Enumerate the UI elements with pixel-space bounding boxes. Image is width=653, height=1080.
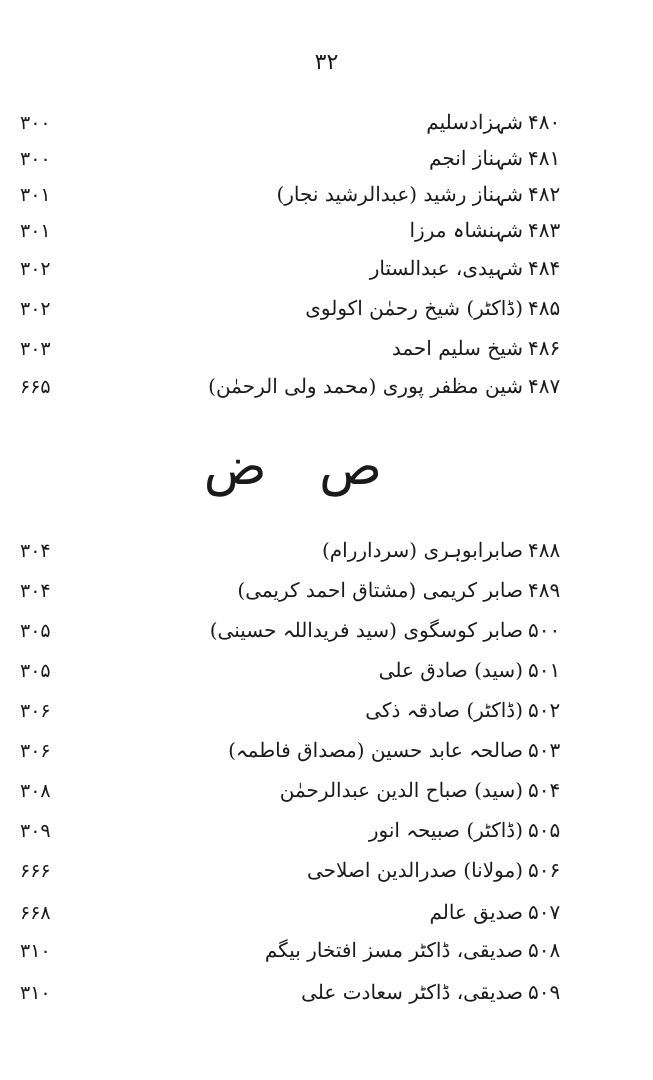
entry-title: (سید) صباح الدین عبدالرحمٰن xyxy=(279,778,523,802)
entry-page-ref: ۶۶۸ xyxy=(20,902,51,924)
section-letters xyxy=(200,432,400,502)
entry-page-ref: ۳۱۰ xyxy=(20,940,51,962)
entry-title: شہنشاہ مرزا xyxy=(409,218,523,242)
entry-title: شہناز رشید (عبدالرشید نجار) xyxy=(276,182,523,206)
entry-title: صدیقی، ڈاکٹر مسز افتخار بیگم xyxy=(264,938,523,962)
index-entry xyxy=(0,176,653,216)
entry-page-ref: ۳۰۶ xyxy=(20,740,51,762)
entry-number: ۵۰۲ xyxy=(528,698,561,722)
entry-title: (مولانا) صدرالدین اصلاحی xyxy=(306,858,523,882)
index-entry xyxy=(0,772,653,812)
entry-number: ۵۰۹ xyxy=(528,980,561,1004)
entry-title: صالحہ عابد حسین (مصداق فاطمہ) xyxy=(228,738,523,762)
entry-number: ۵۰۳ xyxy=(528,738,561,762)
entry-title: صابر کریمی (مشتاق احمد کریمی) xyxy=(237,578,523,602)
entry-page-ref: ۳۱۰ xyxy=(20,982,51,1004)
entry-number: ۴۸۰ xyxy=(528,110,561,134)
page-number: ۳۲ xyxy=(314,50,339,75)
entry-page-ref: ۶۶۵ xyxy=(20,376,51,398)
entry-title: صدیق عالم xyxy=(429,900,523,924)
index-entry xyxy=(0,330,653,370)
index-entry xyxy=(0,572,653,612)
index-entry xyxy=(0,612,653,652)
entry-number: ۵۰۷ xyxy=(528,900,561,924)
entry-page-ref: ۳۰۵ xyxy=(20,620,51,642)
index-entry xyxy=(0,652,653,692)
entry-page-ref: ۳۰۱ xyxy=(20,184,51,206)
entry-number: ۴۸۵ xyxy=(528,296,561,320)
entry-page-ref: ۳۰۰ xyxy=(20,148,51,170)
entry-title: صابرابوہری (سرداررام) xyxy=(321,538,523,562)
entry-page-ref: ۳۰۹ xyxy=(20,820,51,842)
entry-number: ۵۰۴ xyxy=(528,778,561,802)
entry-number: ۵۰۱ xyxy=(528,658,561,682)
section-letter: ض xyxy=(203,437,267,497)
entry-page-ref: ۳۰۴ xyxy=(20,540,51,562)
index-entry xyxy=(0,974,653,1014)
index-entry xyxy=(0,732,653,772)
entry-number: ۴۸۱ xyxy=(528,146,561,170)
entry-title: (ڈاکٹر) صادقہ ذکی xyxy=(365,698,523,722)
entry-number: ۵۰۰ xyxy=(528,618,561,642)
entry-title: شہزادسلیم xyxy=(426,110,523,134)
index-entry xyxy=(0,104,653,144)
section-letter: ص xyxy=(319,437,382,497)
index-entry xyxy=(0,212,653,252)
entry-page-ref: ۳۰۰ xyxy=(20,112,51,134)
index-entry xyxy=(0,290,653,330)
entry-number: ۵۰۸ xyxy=(528,938,561,962)
entry-page-ref: ۳۰۸ xyxy=(20,780,51,802)
entry-page-ref: ۳۰۵ xyxy=(20,660,51,682)
entry-title: شہیدی، عبدالستار xyxy=(369,256,523,280)
index-entry xyxy=(0,692,653,732)
index-entry xyxy=(0,368,653,408)
entry-number: ۴۸۲ xyxy=(528,182,561,206)
entry-number: ۴۸۳ xyxy=(528,218,561,242)
entry-number: ۴۸۷ xyxy=(528,374,561,398)
entry-title: (ڈاکٹر) صبیحہ انور xyxy=(368,818,523,842)
entry-title: شین مظفر پوری (محمد ولی الرحمٰن) xyxy=(208,374,523,398)
index-entry xyxy=(0,250,653,290)
entry-title: (سید) صادق علی xyxy=(378,658,523,682)
entry-number: ۵۰۶ xyxy=(528,858,561,882)
index-entry xyxy=(0,932,653,972)
index-entry xyxy=(0,812,653,852)
entry-page-ref: ۳۰۳ xyxy=(20,338,51,360)
entry-title: صابر کوسگوی (سید فریداللہ حسینی) xyxy=(209,618,523,642)
entry-page-ref: ۳۰۶ xyxy=(20,700,51,722)
entry-page-ref: ۳۰۲ xyxy=(20,298,51,320)
index-entry xyxy=(0,852,653,892)
index-entry xyxy=(0,140,653,180)
entry-title: صدیقی، ڈاکٹر سعادت علی xyxy=(301,980,523,1004)
entry-page-ref: ۳۰۴ xyxy=(20,580,51,602)
entry-number: ۵۰۵ xyxy=(528,818,561,842)
entry-page-ref: ۳۰۱ xyxy=(20,220,51,242)
index-entry xyxy=(0,894,653,934)
index-entry xyxy=(0,532,653,572)
entry-title: (ڈاکٹر) شیخ رحمٰن اکولوی xyxy=(305,296,523,320)
entry-title: شیخ سلیم احمد xyxy=(391,336,523,360)
entry-number: ۴۸۴ xyxy=(528,256,561,280)
entry-number: ۴۸۸ xyxy=(528,538,561,562)
entry-number: ۴۸۶ xyxy=(528,336,561,360)
entry-number: ۴۸۹ xyxy=(528,578,561,602)
entry-page-ref: ۳۰۲ xyxy=(20,258,51,280)
entry-title: شہناز انجم xyxy=(429,146,523,170)
entry-page-ref: ۶۶۶ xyxy=(20,860,51,882)
